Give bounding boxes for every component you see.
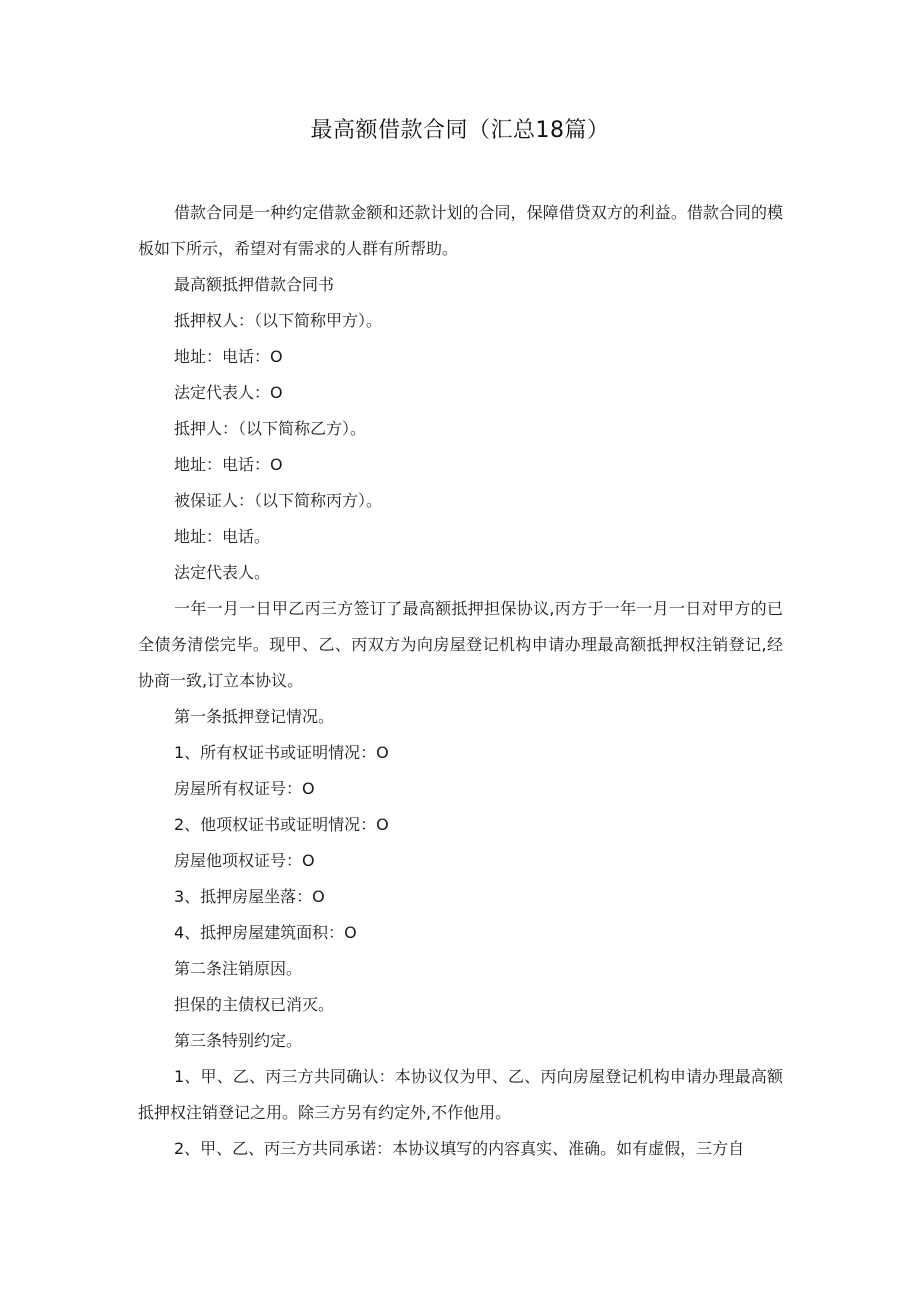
article-1-item-3: 3、抵押房屋坐落：O [174,887,325,906]
document-title: 最高额借款合同（汇总18篇） [310,118,610,143]
mortgagor-address-line: 地址：电话：O [174,455,283,474]
document-body [138,195,783,1167]
article-1-item-1: 1、所有权证书或证明情况：O [174,743,389,762]
article-3-item-1: 1、甲、乙、丙三方共同确认：本协议仅为甲、乙、丙向房屋登记机构申请办理最高额抵押权注销登记之用。除三方另有约定外,不作他用。 [138,1067,783,1122]
guaranteed-party-address-line: 地址：电话。 [174,527,271,546]
article-2-content: 担保的主债权已消灭。 [174,995,335,1014]
article-1-item-4: 4、抵押房屋建筑面积：O [174,923,357,942]
guaranteed-party-representative-line: 法定代表人。 [174,563,271,582]
article-1-item-2: 2、他项权证书或证明情况：O [174,815,389,834]
property-other-rights-number-line: 房屋他项权证号：O [174,851,315,870]
mortgagor-line: 抵押人：（以下简称乙方）。 [174,419,367,438]
mortgagee-line: 抵押权人：（以下简称甲方）。 [174,311,383,330]
agreement-background-paragraph: 一年一月一日甲乙丙三方签订了最高额抵押担保协议,丙方于一年一月一日对甲方的已全债务清偿完毕。现甲、乙、丙双方为向房屋登记机构申请办理最高额抵押权注销登记,经协商一致,订立本协议。 [138,599,783,690]
article-3-heading: 第三条特别约定。 [174,1031,303,1050]
article-2-heading: 第二条注销原因。 [174,959,303,978]
article-3-item-2: 2、甲、乙、丙三方共同承诺：本协议填写的内容真实、准确。如有虚假，三方自 [174,1139,745,1158]
contract-heading: 最高额抵押借款合同书 [174,275,335,294]
article-1-heading: 第一条抵押登记情况。 [174,707,335,726]
property-ownership-number-line: 房屋所有权证号：O [174,779,315,798]
guaranteed-party-line: 被保证人：（以下简称丙方）。 [174,491,383,510]
intro-paragraph: 借款合同是一种约定借款金额和还款计划的合同，保障借贷双方的利益。借款合同的模板如下所示，希望对有需求的人群有所帮助。 [138,203,783,258]
mortgagee-representative-line: 法定代表人：O [174,383,283,402]
mortgagee-address-line: 地址：电话：O [174,347,283,366]
